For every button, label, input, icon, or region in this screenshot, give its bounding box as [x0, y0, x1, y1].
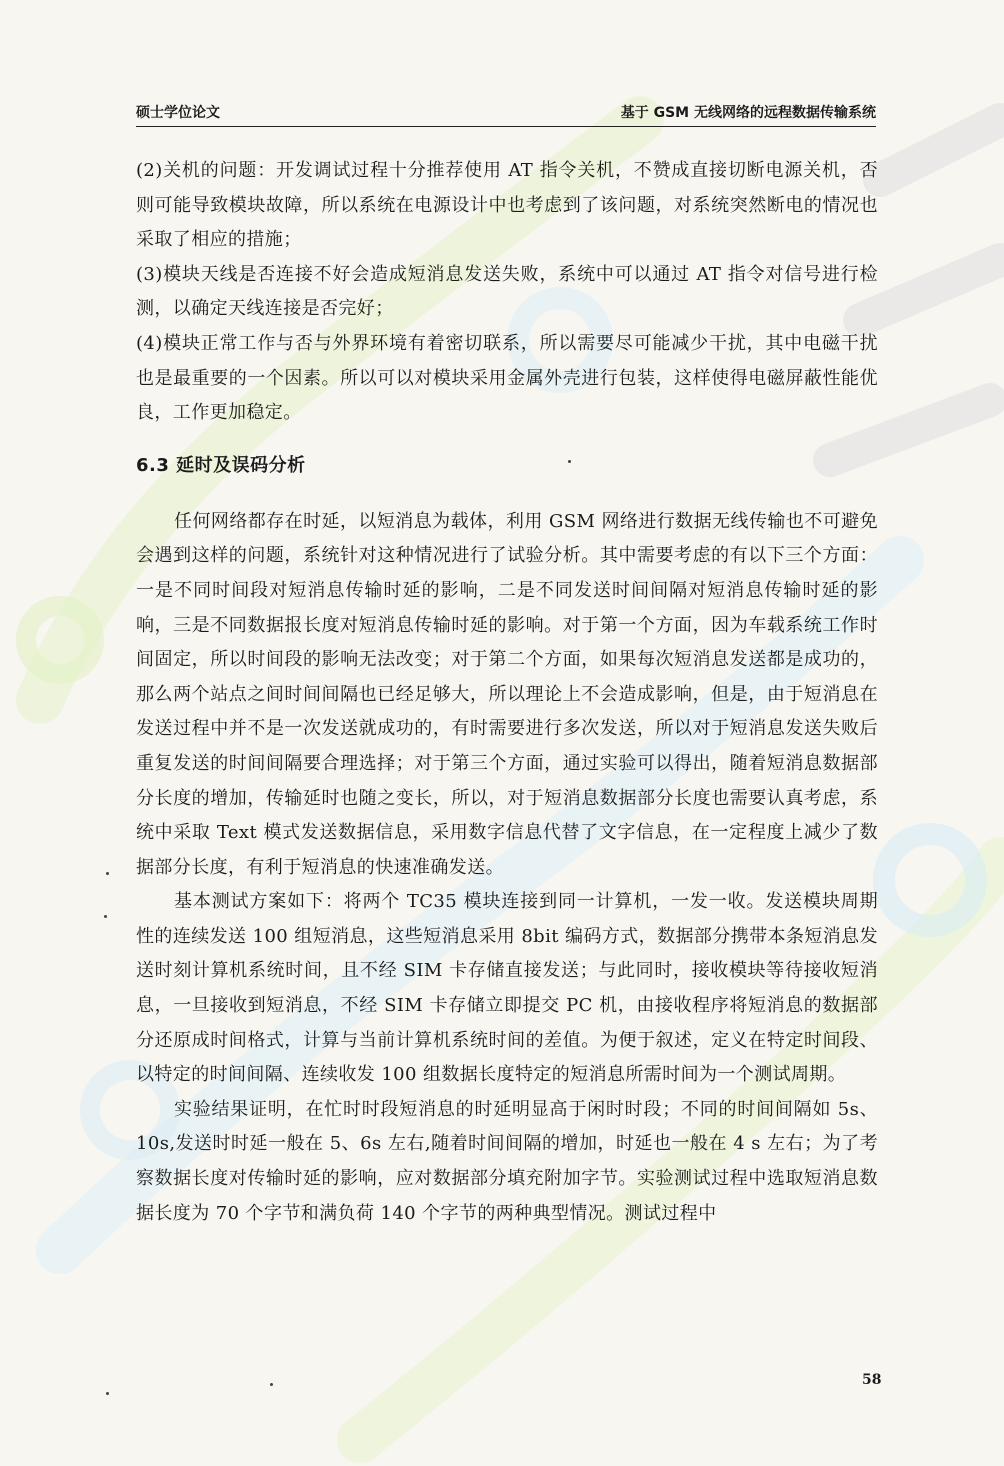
- list-item-4: (4)模块正常工作与否与外界环境有着密切联系，所以需要尽可能减少干扰，其中电磁干扰也是最重要的一个因素。所以可以对模块采用金属外壳进行包装，这样使得电磁屏蔽性能优良，工作更加稳定。: [136, 332, 878, 424]
- section-heading: 6.3 延时及误码分析: [136, 454, 306, 476]
- scan-speck: [270, 1383, 273, 1386]
- page-number: 58: [862, 1372, 882, 1388]
- scan-speck: [104, 915, 107, 918]
- running-header: [136, 100, 876, 127]
- scan-speck: [106, 872, 109, 875]
- scan-speck: [106, 1392, 109, 1395]
- paragraph-results: 实验结果证明，在忙时时段短消息的时延明显高于闲时时段；不同的时间间隔如 5s、10s,发送时时延一般在 5、6s 左右,随着时间间隔的增加，时延也一般在 4 s 左右；为了考察数据长度对传输时延的影响，应对数据部分填充附加字节。实验测试过程中选取短消息数据长度为 70 个字节和满负荷 140 个字节的两种典型情况。测试过程中: [136, 1098, 878, 1224]
- paragraph-test-scheme: 基本测试方案如下：将两个 TC35 模块连接到同一计算机，一发一收。发送模块周期性的连续发送 100 组短消息，这些短消息采用 8bit 编码方式，数据部分携带本条短消息发送时刻计算机系统时间，且不经 SIM 卡存储直接发送；与此同时，接收模块等待接收短消息，一旦接收到短消息，不经 SIM 卡存储立即提交 PC 机，由接收程序将短消息的数据部分还原成时间格式，计算与当前计算机系统时间的差值。为便于叙述，定义在特定时间段、以特定的时间间隔、连续收发 100 组数据长度特定的短消息所需时间为一个测试周期。: [136, 891, 878, 1086]
- list-item-2: (2)关机的问题：开发调试过程十分推荐使用 AT 指令关机，不赞成直接切断电源关机，否则可能导致模块故障，所以系统在电源设计中也考虑到了该问题，对系统突然断电的情况也采取了相应的措施；: [136, 160, 878, 251]
- header-thesis-type: 硕士学位论文: [136, 105, 220, 121]
- header-thesis-title: 基于 GSM 无线网络的远程数据传输系统: [620, 105, 876, 121]
- list-item-3: (3)模块天线是否连接不好会造成短消息发送失败，系统中可以通过 AT 指令对信号进行检测，以确定天线连接是否完好；: [136, 263, 878, 320]
- page-body: [136, 154, 878, 1231]
- paragraph-delay-analysis: 任何网络都存在时延，以短消息为载体，利用 GSM 网络进行数据无线传输也不可避免会遇到这样的问题，系统针对这种情况进行了试验分析。其中需要考虑的有以下三个方面：一是不同时间段对短消息传输时延的影响，二是不同发送时间间隔对短消息传输时延的影响，三是不同数据报长度对短消息传输时延的影响。对于第一个方面，因为车载系统工作时间固定，所以时间段的影响无法改变；对于第二个方面，如果每次短消息发送都是成功的，那么两个站点之间时间间隔也已经足够大，所以理论上不会造成影响，但是，由于短消息在发送过程中并不是一次发送就成功的，有时需要进行多次发送，所以对于短消息发送失败后重复发送的时间间隔要合理选择；对于第三个方面，通过实验可以得出，随着短消息数据部分长度的增加，传输延时也随之变长，所以，对于短消息数据部分长度也需要认真考虑，系统中采取 Text 模式发送数据信息，采用数字信息代替了文字信息，在一定程度上减少了数据部分长度，有利于短消息的快速准确发送。: [136, 510, 878, 878]
